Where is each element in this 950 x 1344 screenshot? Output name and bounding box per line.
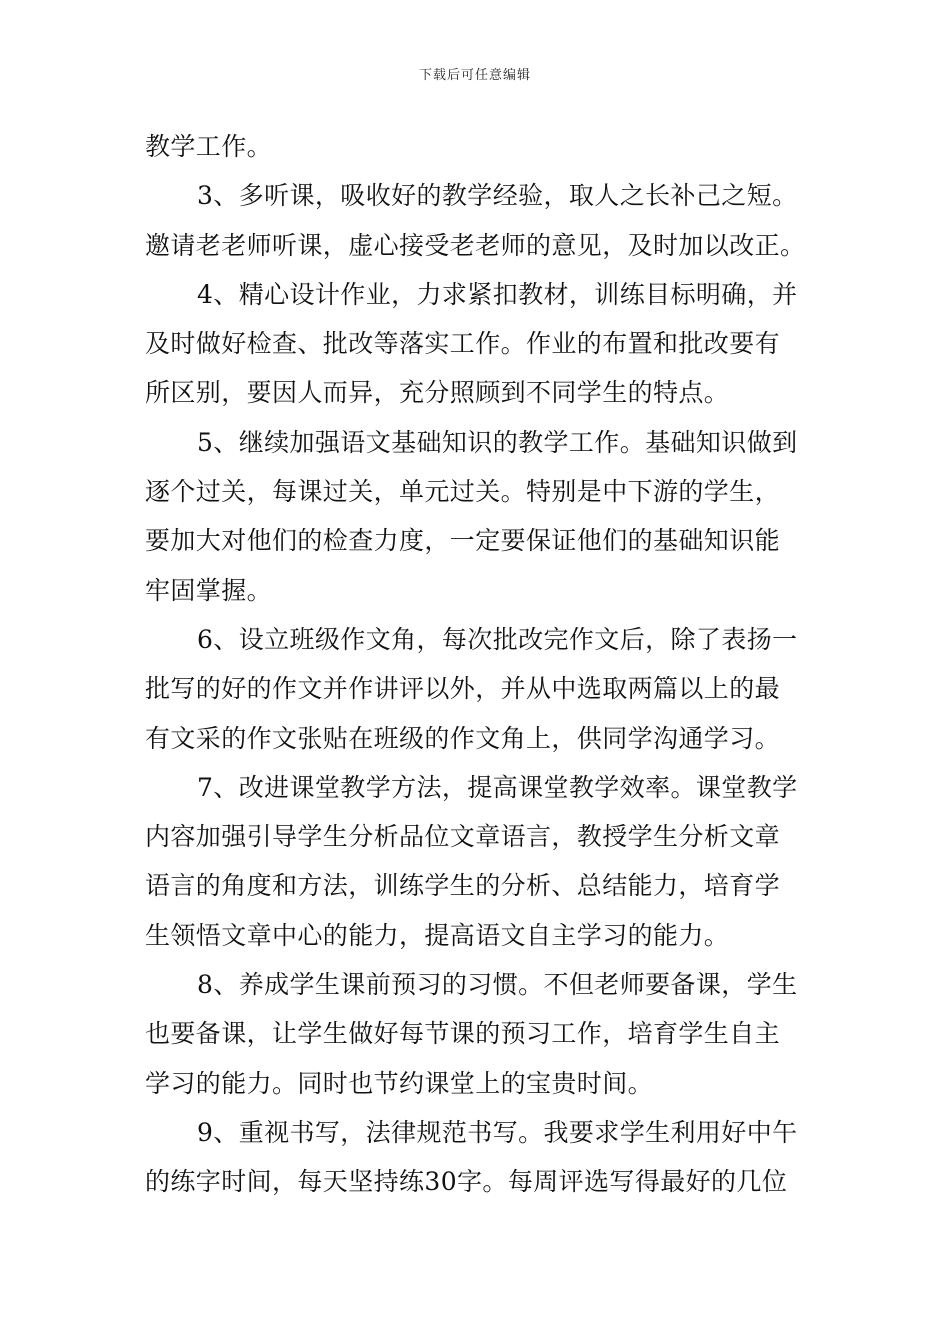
text-line: 有文采的作文张贴在班级的作文角上，供同学沟通学习。 [145,723,781,753]
text-line: 教学工作。 [145,132,273,161]
paragraph-start-line: 8、养成学生课前预习的习惯。不但老师要备课，学生 [197,970,798,1000]
text-line: 也要备课，让学生做好每节课的预习工作，培育学生自主 [145,1019,781,1049]
paragraph-start-line: 7、改进课堂教学方法，提高课堂教学效率。课堂教学 [197,772,798,802]
text-line: 语言的角度和方法，训练学生的分析、总结能力，培育学 [145,871,781,901]
text-line: 生领悟文章中心的能力，提高语文自主学习的能力。 [145,920,730,950]
paragraph-start-line: 3、多听课，吸收好的教学经验，取人之长补己之短。 [197,181,798,211]
text-line: 要加大对他们的检查力度，一定要保证他们的基础知识能 [145,526,781,556]
text-line: 及时做好检查、批改等落实工作。作业的布置和批改要有 [145,329,781,359]
text-line: 批写的好的作文并作讲评以外，并从中选取两篇以上的最 [145,674,781,704]
page-header: 下载后可任意编辑 [418,68,531,83]
text-line: 牢固掌握。 [145,575,273,605]
paragraph-start-line: 4、精心设计作业，力求紧扣教材，训练目标明确，并 [197,279,798,309]
text-line: 所区别，要因人而异，充分照顾到不同学生的特点。 [145,378,730,408]
text-line: 学习的能力。同时也节约课堂上的宝贵时间。 [145,1068,654,1098]
text-line: 逐个过关，每课过关，单元过关。特别是中下游的学生， [145,477,781,507]
document-body [145,122,815,1207]
text-line: 内容加强引导学生分析品位文章语言，教授学生分析文章 [145,822,781,852]
text-line: 的练字时间，每天坚持练30字。每周评选写得最好的几位 [145,1167,788,1197]
paragraph-start-line: 5、继续加强语文基础知识的教学工作。基础知识做到 [197,427,798,457]
paragraph-start-line: 9、重视书写，法律规范书写。我要求学生利用好中午 [197,1117,798,1147]
paragraph-start-line: 6、设立班级作文角，每次批改完作文后，除了表扬一 [197,624,798,654]
text-line: 邀请老老师听课，虚心接受老老师的意见，及时加以改正。 [145,230,806,260]
